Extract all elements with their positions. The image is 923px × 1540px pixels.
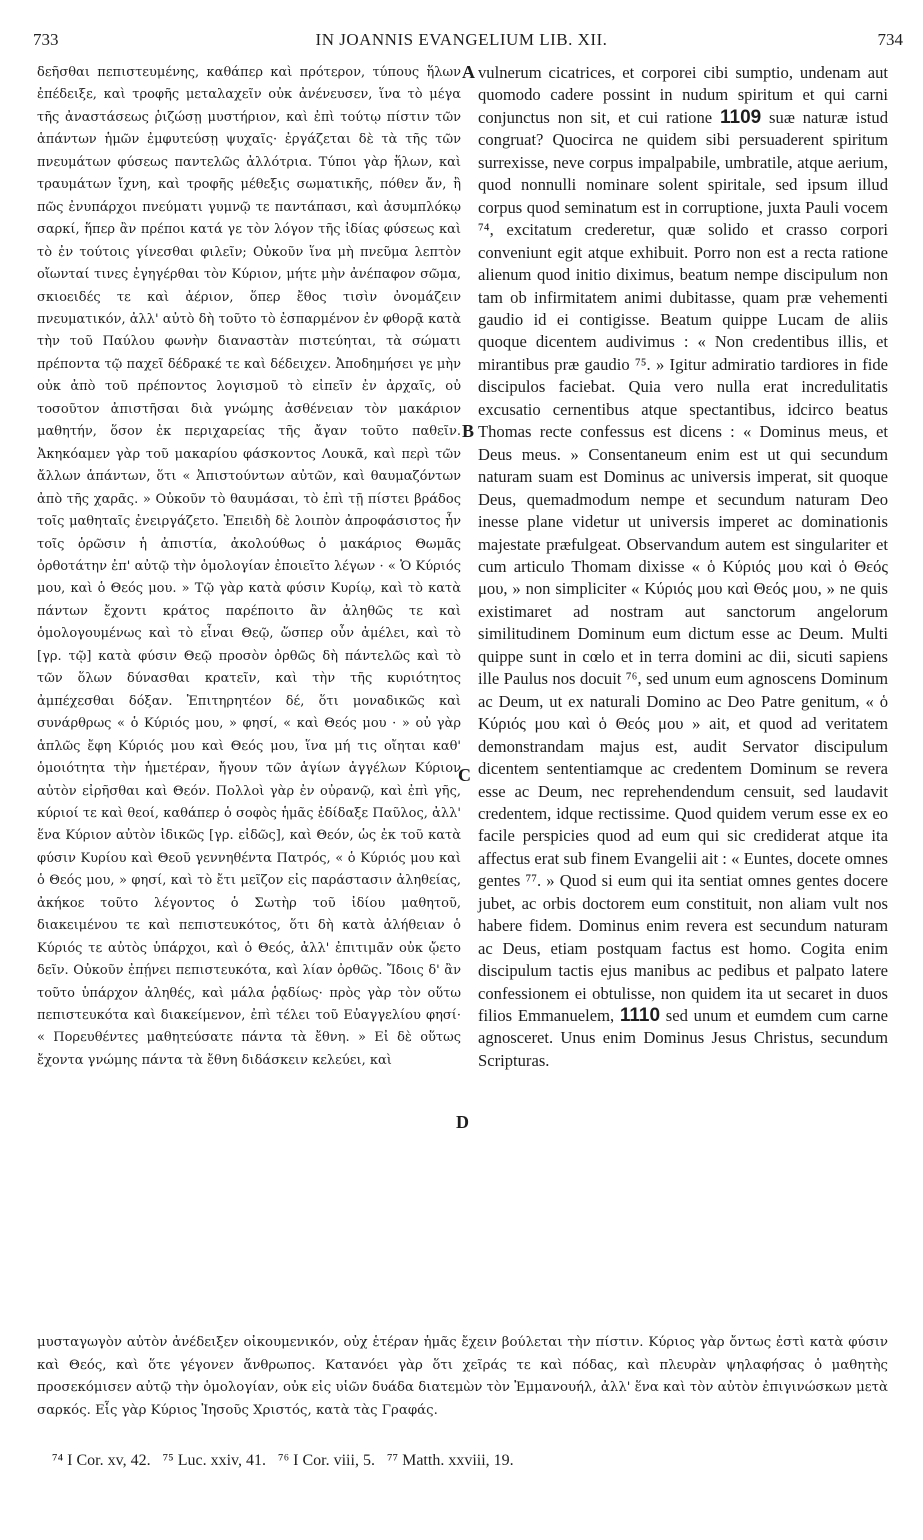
greek-bottom-text: μυσταγωγὸν αὐτὸν ἀνέδειξεν οἰκουμενικόν, οὐχ ἑτέραν ἡμᾶς ἔχειν βούλεται τὴν πίστιν. Κύριος γὰρ ὄντως ἐστὶ κατὰ φύσιν καὶ Θεός, καὶ ὅτε γέγονεν ἄνθρωπος. Κατανόει γὰρ ὅτι χεῖράς τε καὶ πόδας, καὶ πλευρὰν ψηλαφήσας ὁ μαθητὴς προσεκόμισεν αὐτῷ τὴν ὁμολογίαν, οὐκ εἰς υἱῶν δυάδα διατεμὼν τὸν Ἐμμανουήλ, ἀλλ' ἕνα καὶ τὸν αὐτὸν ἐπιγινώσκων μετὰ σαρκός. Εἷς γὰρ Κύριος Ἰησοῦς Χριστός, κατὰ τὰς Γραφάς. — [37, 1335, 888, 1418]
greek-column — [37, 62, 461, 1072]
latin-text-part: suæ naturæ istud congruat? Quocirca ne quidem sibi persuaderent spiritum surrexisse, neve corpus impalpabile, umbratile, atque aerium, quod nonnulli nominare solent spiritale, sed ipsum illud corpus quod seminatum est in corruptione, juxta Pauli vocem ⁷⁴, excitatum crederetur, quæ solido et crasso corpori conveniunt egit atque exhibuit. Porro non est a recta ratione alienum quod initio diximus, beatum nempe discipulum non tam ob infirmitatem animi dubitasse, quam præ vehementi gaudio id ei contigisse. Beatum quippe Lucam de aliis quoque dicentem audivimus : « Non credentibus illis, et mirantibus præ gaudio ⁷⁵. » Igitur admiratio tardiores in fide discipulos faciebat. Quia vero nulla erat incredulitatis excusatio cernentibus atque spectantibus, idcirco beatus Thomas recte confessus est dicens : « Dominus meus, et Deus meus. » Consentaneum enim est ut qui secundum naturam suam est Dominus ac universis imperat, sit quoque Deus, quemadmodum nempe et secundum naturam Deo inesse plane videtur ut universis imperet ac dominationis majestate præfulgeat. Observandum autem est singulariter et cum articulo Thomam dixisse « ὁ Κύριός μου καὶ ὁ Θεός μου, » non simpliciter « Κύριός μου καὶ Θεός μου, » ne quis existimaret ad nostram aut sanctorum angelorum similitudinem Dominum eum dictum esse ac Deum. Multi quippe sunt in cœlo et in terra domini ac dii, sicuti sapiens ille Paulus nos docuit ⁷⁶, sed unum eum agnoscens Dominum ac Deum, ut ex naturali Domino ac Deo Patre genitum, « ὁ Κύριός μου καὶ ὁ Θεός μου » ait, et quod ad veritatem demonstrandam majus est, audit Servator discipulum dicentem sententiamque ac credentem Dominum se revera esse ac Deum, nec reprehendendum censuit, sed laudavit credentem, idque rectissime. Quod quidem verum esse ex eo facile perspicies quod ad eum qui sic crediderat atque ita affectus erat sub finem Evangelii ait : « Euntes, docete omnes gentes ⁷⁷. » Quod si eum qui ita sentiat omnes gentes docere jubet, ac orbis doctorem eum constituit, non aliam vult nos habere fidem. Dominus enim revera est secundum naturam ac Deus, etiam postquam factus est homo. Cogita enim discipulum tactis ejus manibus ac pedibus et palpato latere confessionem ei obtulisse, non quidem ita ut secaret in duos filios Emmanuelem, — [478, 107, 888, 1026]
greek-continuation — [37, 1332, 888, 1422]
page-number-left: 733 — [33, 30, 59, 49]
latin-text-part: sed unum et eumdem cum carne agnosceret. Unus enim Dominus Jesus Christus, secundum Scripturas. — [478, 1006, 888, 1070]
footnotes: ⁷⁴ I Cor. xv, 42. ⁷⁵ Luc. xxiv, 41. ⁷⁶ I Cor. viii, 5. ⁷⁷ Matth. xxviii, 19. — [52, 1452, 514, 1469]
margin-marker-b: B — [462, 421, 475, 441]
column-number-1110: 1110 — [619, 1005, 661, 1027]
margin-marker-c: C — [458, 765, 471, 785]
greek-text: δεῆσθαι πεπιστευμένης, καθάπερ καὶ πρότερον, τύπους ἥλων ἐπέδειξε, καὶ τροφῆς μεταλαχεῖν οὐκ ἀνένευσεν, ἵνα τὸ μέγα τῆς ἀναστάσεως ῥιζώσῃ μυστήριον, καὶ ἐπὶ τούτῳ πίστιν τῶν ἁπάντων ἡμῶν ἐμφυτεύσῃ ψυχαῖς· ἐργάζεται δὲ τὰ τῆς τῶν πνευμάτων φύσεως παντελῶς ἀλλότρια. Τύποι γὰρ ἥλων, καὶ τραυμάτων ἴχνη, καὶ τροφῆς μέθεξις σωματικῆς, πόθεν ἄν, ἢ πῶς ἐνυπάρχοι πνεύματι γυμνῷ τε παντάπασι, καὶ ἀσυμπλόκῳ σαρκί, ἥπερ ἂν πρέποι κατά γε τὸν λόγον τῆς ἰδίας φύσεως καὶ τὸ ἐν τούτοις γίνεσθαι φιλεῖν; Οὐκοῦν ἵνα μὴ πνεῦμα λεπτὸν οἴωνταί τινες ἐγηγέρθαι τὸν Κύριον, μήτε μὴν ἀνέπαφον σῶμα, σκιοειδές τε καὶ ἀέριον, ὅπερ ἔθος τισὶν ὀνομάζειν πνευματικόν, ἀλλ' αὐτὸ δὴ τοῦτο τὸ ἐσπαρμένον ἐν φθορᾷ κατὰ τὴν τοῦ Παύλου φωνὴν διαναστὰν πιστεύηται, τὰ σώματι πρέποντα τῷ παχεῖ δέδρακέ τε καὶ δέδειχεν. Ἀποδημήσει γε μὴν οὐκ ἀπὸ τοῦ πρέποντος λογισμοῦ τὸ εἰπεῖν ἐν ἀρχαῖς, οὐ τοσοῦτον ἀπιστῆσαι διὰ γνώμης ἀσθένειαν τὸν μακάριον μαθητήν, ὅσον ἐκ περιχαρείας τῆς ἄγαν τοῦτο παθεῖν. Ἀκηκόαμεν γὰρ τοῦ μακαρίου φάσκοντος Λουκᾶ, καὶ περὶ τῶν ἄλλων ἁπάντων, ὅτι « Ἀπιστούντων αὐτῶν, καὶ θαυμαζόντων ἀπὸ τῆς χαρᾶς. » Οὐκοῦν τὸ θαυμάσαι, τὸ ἐπὶ τῇ πίστει βράδος τοῖς μαθηταῖς ἐνειργάζετο. Ἐπειδὴ δὲ λοιπὸν ἀπροφάσιστος ἦν τοῖς ὁρῶσιν ἡ ἀπιστία, ἀκολούθως ὁ μακάριος Θωμᾶς ὀρθοτάτην ἐπ' αὐτῷ τὴν ὁμολογίαν ἐποιεῖτο λέγων · « Ὁ Κύριός μου, καὶ ὁ Θεός μου. » Τῷ γὰρ κατὰ φύσιν Κυρίῳ, καὶ τὸ κατὰ πάντων ἔχοντι κράτος παρέποιτο ἂν ἀληθῶς τε καὶ ὁμολογουμένως καὶ τὸ εἶναι Θεῷ, ὥσπερ οὖν ἀμέλει, καὶ τὸ [γρ. τῷ] κατὰ φύσιν Θεῷ προσὸν ὀρθῶς δὴ πάντελῶς καὶ τὸ τῶν ὅλων δύνασθαι κρατεῖν, καὶ τὴν τῆς κυριότητος ἀμπέχεσθαι δόξαν. Ἐπιτηρητέον δέ, ὅτι μοναδικῶς καὶ συνάρθρως « ὁ Κύριός μου, » φησί, « καὶ Θεός μου · » οὐ γὰρ ἁπλῶς ἔφη Κύριός μου καὶ Θεός μου, ἵνα μή τις οἴηται καθ' ὁμοιότητα τὴν ἡμετέραν, ἤγουν τῶν ἁγίων ἀγγέλων Κύριον αὐτὸν εἰρῆσθαι καὶ Θεόν. Πολλοὶ γὰρ ἐν οὐρανῷ, καὶ ἐπὶ γῆς, κύριοί τε καὶ θεοί, καθάπερ ὁ σοφὸς ἡμᾶς ἐδίδαξε Παῦλος, ἀλλ' ἕνα Κύριον αὐτὸν ἰδικῶς [γρ. εἰδῶς], καὶ Θεόν, ὡς ἐκ τοῦ κατὰ φύσιν Κυρίου καὶ Θεοῦ γεννηθέντα Πατρός, « ὁ Κύριός μου καὶ ὁ Θεός μου, » φησί, καὶ τὸ ἔτι μεῖζον εἰς παράστασιν ἀληθείας, ἀκήκοε τοῦτο λέγοντος ὁ Σωτὴρ τοῦ ἰδίου μαθητοῦ, διακειμένου τε καὶ πεπιστευκότος, ὅτι δὴ κατὰ ἀλήθειαν ὁ Κύριός τε αὐτὸς ὑπάρχοι, καὶ ὁ Θεός, ἀλλ' ἐπιτιμᾶν οὐκ ᾤετο δεῖν. Οὐκοῦν ἐπῄνει πεπιστευκότα, καὶ λίαν ὀρθῶς. Ἴδοις δ' ἂν τοῦτο ὑπάρχον ἀληθές, καὶ μάλα ῥᾳδίως· πρὸς γὰρ τὸν οὕτω πεπιστευκότα καὶ διακείμενον, ἐπὶ τέλει τοῦ Εὐαγγελίου φησί· « Πορευθέντες μαθητεύσατε πάντα τὰ ἔθνη. » Εἰ δὲ οὕτως ἔχοντα γνώμης πάντα τὰ ἔθνη διδάσκειν κελεύει, καὶ — [37, 65, 461, 1068]
margin-marker-d: D — [456, 1112, 469, 1132]
latin-text-part: vulnerum cicatrices, et corporei cibi sumptio, undenam aut quomodo cadere possint in nudum spiritum et qui carni conjunctus non sit, et cui ratione — [478, 63, 888, 127]
column-number-1109: 1109 — [719, 106, 762, 128]
page-number-right: 734 — [877, 30, 903, 49]
margin-marker-a: A — [462, 62, 475, 82]
running-title: IN JOANNIS EVANGELIUM LIB. XII. — [315, 30, 608, 49]
latin-text — [478, 62, 888, 1072]
latin-column — [478, 62, 888, 1072]
running-header — [0, 30, 923, 54]
